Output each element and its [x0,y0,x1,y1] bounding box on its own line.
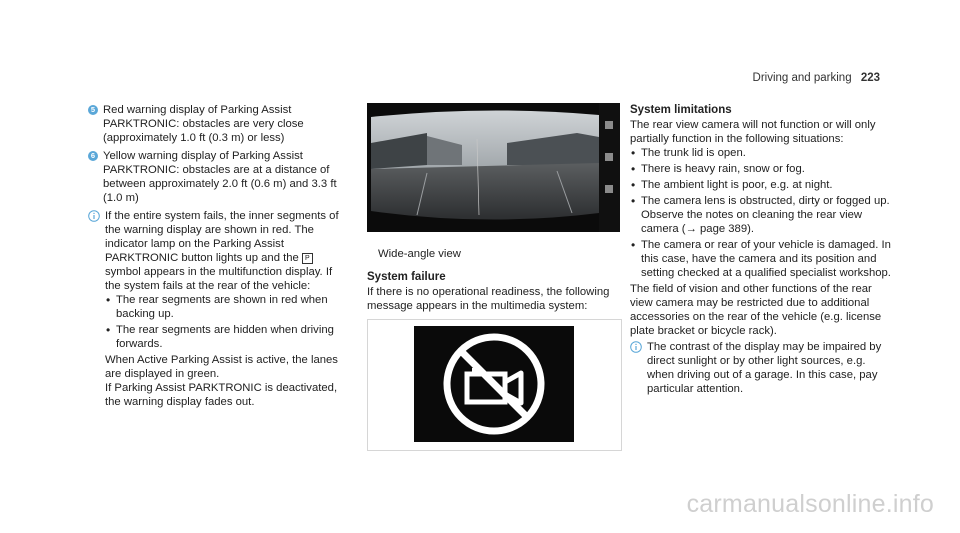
contrast-note-text: The contrast of the display may be impaired by direct sunlight or by other light sources, e.g. when driving out of a garage. In this case, pay particular attention. [647,341,882,395]
list-item: • The rear segments are hidden when driving forwards. [105,323,350,351]
camera-view-illustration [367,103,620,232]
note-text-part2: symbol appears in the multifunction display. If the system fails at the rear of the vehicle: [105,266,333,292]
list-item: • The camera or rear of your vehicle is damaged. In this case, have the camera and its position and setting checked at a qualified specialist workshop. [630,238,892,280]
legend-text-5: Red warning display of Parking Assist PARKTRONIC: obstacles are very close (approximately 1.0 ft (0.3 m) or less) [103,104,304,144]
info-icon [88,210,100,222]
info-icon [630,341,642,353]
system-failure-text: If there is no operational readiness, the following message appears in the multimedia system: [367,286,610,312]
limitations-list [630,146,892,280]
parking-button-icon: P [302,253,313,264]
left-column [88,103,350,409]
list-item: • The rear segments are shown in red when backing up. [105,293,350,321]
number-badge-5: 5 [88,105,98,115]
number-badge-6: 6 [88,151,98,161]
failure-bullet-list [105,293,350,351]
watermark: carmanualsonline.info [686,490,934,518]
note-text [105,209,350,293]
limitations-intro: The rear view camera will not function or will only partially function in the following situations: [630,119,876,145]
list-item: • There is heavy rain, snow or fog. [630,162,892,176]
list-item: • The ambient light is poor, e.g. at night. [630,178,892,192]
list-item: • The camera lens is obstructed, dirty or fogged up. Observe the notes on cleaning the rear view camera (→ page 389). [630,194,892,236]
image-caption: Wide-angle view [378,248,461,260]
section-title: Driving and parking [752,72,852,84]
failure-message-image [367,319,622,451]
system-failure-heading: System failure [367,271,446,283]
note-text-part1: If the entire system fails, the inner segments of the warning display are shown in red. The indicator lamp on the Parking Assist PARKTRONIC button lights up and the [105,210,339,264]
camera-unavailable-icon [414,326,574,442]
display-screen [414,326,574,442]
note-paragraph-deactivated: If Parking Assist PARKTRONIC is deactivated, the warning display fades out. [105,382,338,408]
page-header [753,72,880,84]
camera-view-button-icon [605,121,613,129]
legend-text-6: Yellow warning display of Parking Assist PARKTRONIC: obstacles are at a distance of between approximately 2.0 ft (0.6 m) and 3.3 ft (1.0 m) [103,150,337,204]
field-of-vision-paragraph: The field of vision and other functions of the rear view camera may be restricted due to additional accessories on the rear of the vehicle (e.g. license plate bracket or bicycle rack). [630,283,882,337]
contrast-note [630,340,892,396]
wide-angle-camera-image [367,103,620,232]
system-failure-section [367,270,623,313]
settings-button-icon [605,153,613,161]
system-limitations-heading: System limitations [630,104,732,116]
legend-item-5 [88,103,350,145]
right-column [630,103,892,396]
note-paragraph-active: When Active Parking Assist is active, the lanes are displayed in green. [105,354,338,380]
list-item: • The trunk lid is open. [630,146,892,160]
legend-item-6 [88,149,350,205]
cleaning-button-icon [605,185,613,193]
page-number: 223 [860,72,880,84]
info-note [88,209,350,409]
